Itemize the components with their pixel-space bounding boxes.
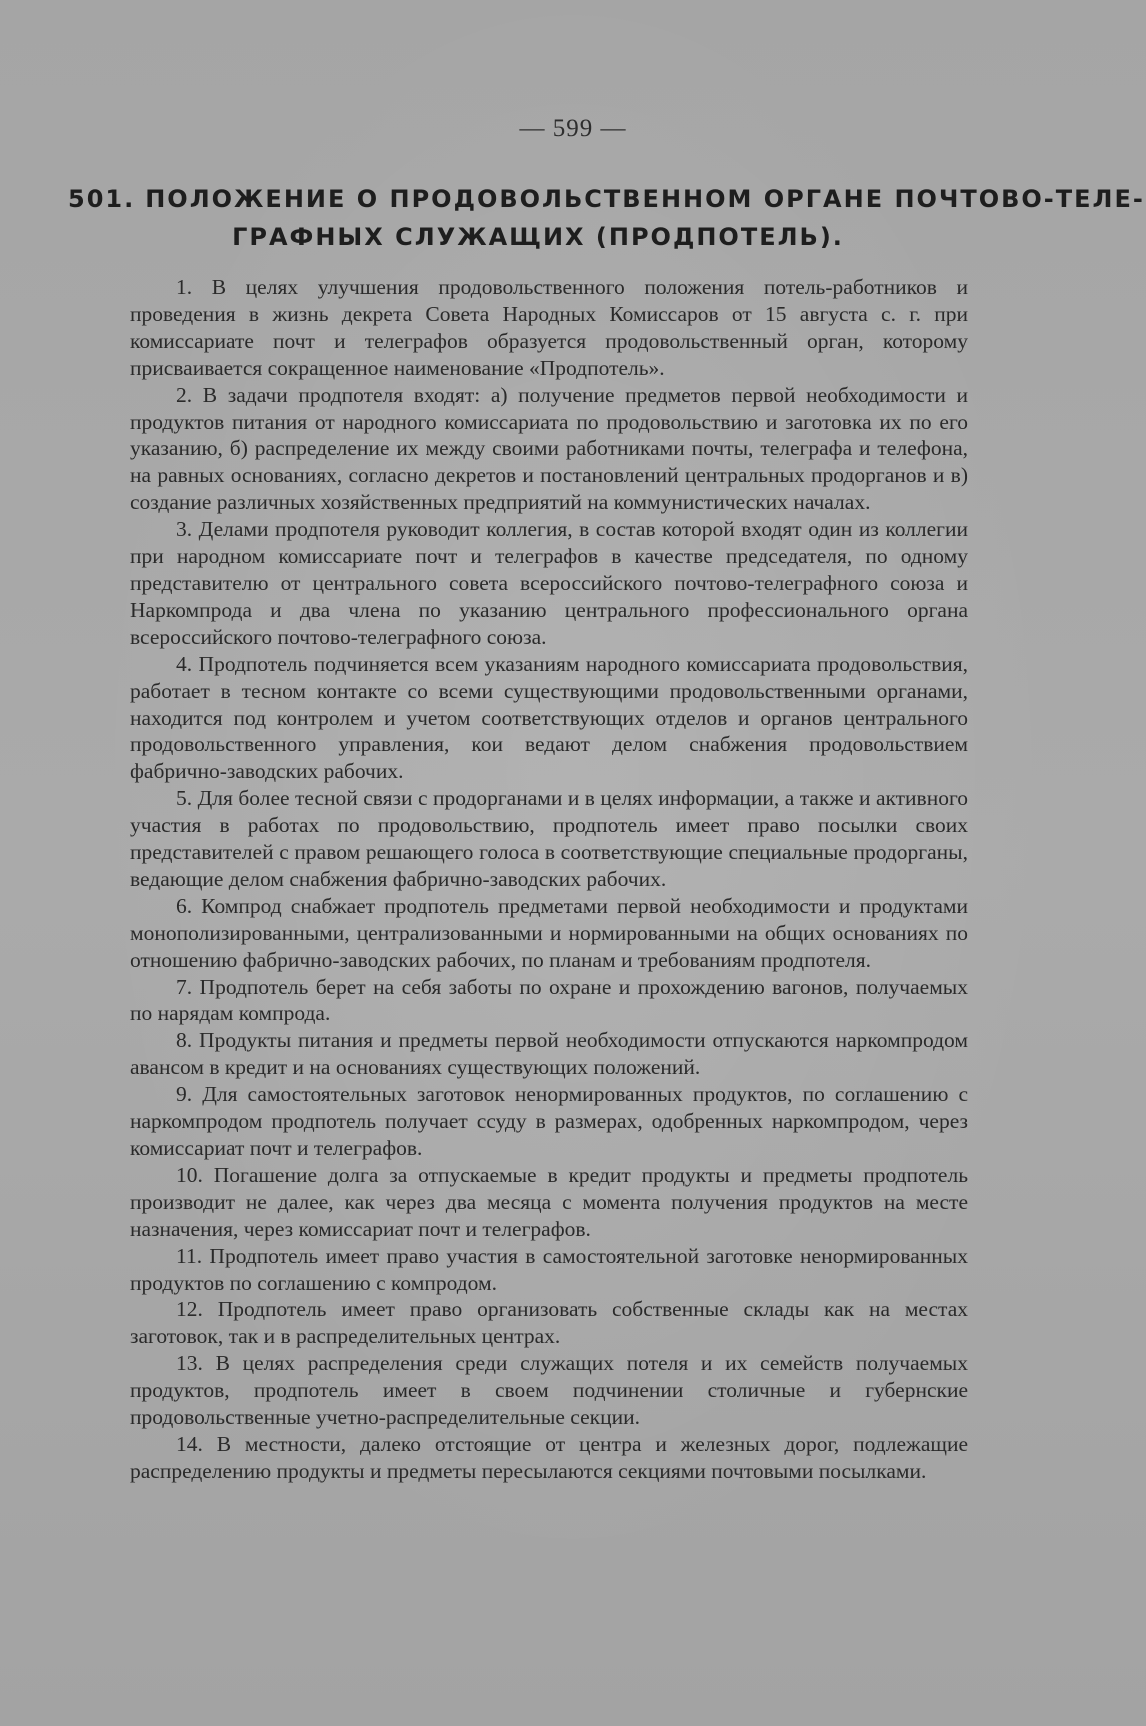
paragraph-7: 7. Продпотель берет на себя заботы по охране и прохождению вагонов, получаемых по нарядам компрода. <box>130 974 968 1026</box>
section-number: 501. <box>68 185 136 213</box>
section-title-line-2: ГРАФНЫХ СЛУЖАЩИХ (ПРОДПОТЕЛЬ). <box>232 223 844 251</box>
paragraph-13: 13. В целях распределения среди служащих потеля и их семейств получаемых продуктов, продпотель имеет в своем подчинении столичные и губернские продовольственные учетно-распределительные секции. <box>130 1351 968 1430</box>
paragraph-4: 4. Продпотель подчиняется всем указаниям народного комиссариата продовольствия, работает в тесном контакте со всеми существующими продовольственными органами, находится под контролем и учетом соответствующих отделов и органов центрального продовольственного управления, кои ведают делом снабжения продовольствием фабрично-заводских рабочих. <box>130 651 968 784</box>
paragraph-3: 3. Делами продпотеля руководит коллегия, в состав которой входят один из коллегии при народном комиссариате почт и телеграфов в качестве председателя, по одному представителю от центрального совета всероссийского почтово-телеграфного союза и Наркомпрода и два члена по указанию центрального профессионального органа всероссийского почтово-телеграфного союза. <box>130 517 968 649</box>
heading-line-2 <box>68 218 978 256</box>
paragraph-8: 8. Продукты питания и предметы первой необходимости отпускаются наркомпродом авансом в кредит и на основаниях существующих положений. <box>130 1028 968 1080</box>
paragraph-9: 9. Для самостоятельных заготовок ненормированных продуктов, по соглашению с наркомпродом продпотель получает ссуду в размерах, одобренных наркомпродом, через комиссариат почт и телеграфов. <box>130 1082 968 1160</box>
paragraph-6: 6. Компрод снабжает продпотель предметами первой необходимости и продуктами монополизированными, централизованными и нормированными на общих основаниях по отношению фабрично-заводских рабочих, по планам и требованиям продпотеля. <box>130 893 968 972</box>
section-heading <box>68 180 1145 256</box>
paragraph-10: 10. Погашение долга за отпускаемые в кредит продукты и предметы продпотель производит не далее, как через два месяца с момента получения продуктов на месте назначения, через комиссариат почт и телеграфов. <box>130 1162 968 1241</box>
paragraph-12: 12. Продпотель имеет право организовать собственные склады как на местах заготовок, так и в распределительных центрах. <box>130 1297 968 1349</box>
heading-line-1 <box>68 180 1145 218</box>
paragraph-11: 11. Продпотель имеет право участия в самостоятельной заготовке ненормированных продуктов по соглашению с компродом. <box>130 1243 968 1295</box>
paragraph-5: 5. Для более тесной связи с продорганами и в целях информации, а также и активного участия в работах по продовольствию, продпотель имеет право посылки своих представителей с правом решающего голоса в соответствующие специальные продорганы, ведающие делом снабжения фабрично-заводских рабочих. <box>130 786 968 891</box>
section-title-line-1: ПОЛОЖЕНИЕ О ПРОДОВОЛЬСТВЕННОМ ОРГАНЕ ПОЧТОВО-ТЕЛЕ- <box>145 185 1145 213</box>
document-body <box>130 274 968 1485</box>
paragraph-1: 1. В целях улучшения продовольственного положения потель-работников и проведения в жизнь декрета Совета Народных Комиссаров от 15 августа с. г. при комиссариате почт и телеграфов образуется продовольственный орган, которому присваивается сокращенное наименование «Продпотель». <box>130 275 968 380</box>
paragraph-14: 14. В местности, далеко отстоящие от центра и железных дорог, подлежащие распределению продукты и предметы пересылаются секциями почтовыми посылками. <box>130 1431 968 1483</box>
page-number: — 599 — <box>519 115 627 142</box>
paragraph-2: 2. В задачи продпотеля входят: а) получение предметов первой необходимости и продуктов питания от народного комиссариата по продовольствию и заготовка их по его указанию, б) распределение их между своими работниками почты, телеграфа и телефона, на равных основаниях, согласно декретов и постановлений центральных продорганов и в) создание различных хозяйственных предприятий на коммунистических началах. <box>130 382 968 515</box>
